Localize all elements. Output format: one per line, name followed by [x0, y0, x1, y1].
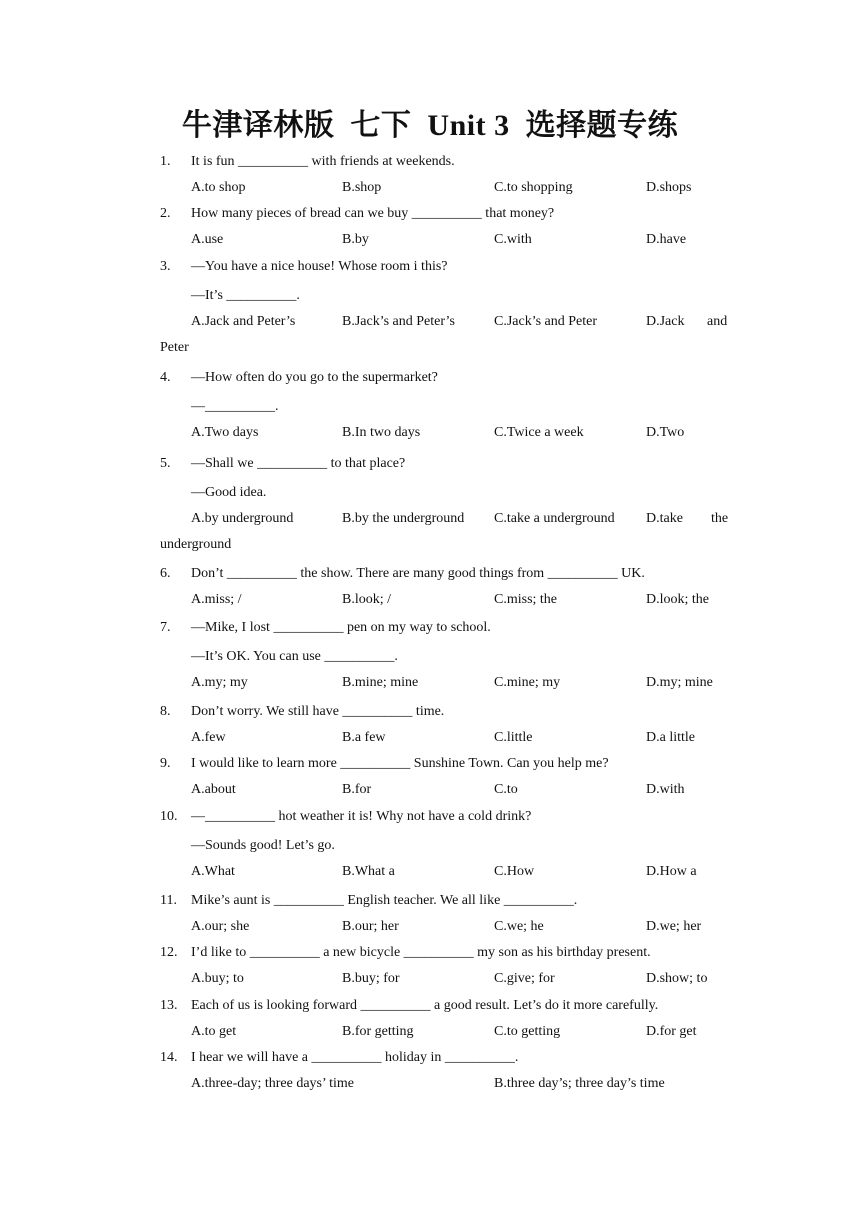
option-a: A.to shop — [191, 180, 246, 195]
dialogue-line: —It’s __________. — [191, 288, 300, 303]
option-c: C.Twice a week — [494, 425, 584, 440]
option-a: A.by underground — [191, 511, 294, 526]
option-d: D.with — [646, 782, 685, 797]
question-stem: I’d like to __________ a new bicycle __________ my son as his birthday present. — [191, 945, 651, 960]
dialogue-line: —__________. — [191, 399, 279, 414]
option-d: D.we; her — [646, 919, 702, 934]
option-d-continued: and — [707, 314, 728, 329]
question-number: 9. — [160, 756, 171, 771]
page-title: 牛津译林版 七下 Unit 3 选择题专练 — [181, 109, 679, 142]
question-stem: Don’t worry. We still have __________ time. — [191, 704, 445, 719]
question-stem: —How often do you go to the supermarket? — [191, 370, 438, 385]
option-b: B.a few — [342, 730, 386, 745]
option-c: C.mine; my — [494, 675, 561, 690]
question-stem: —Shall we __________ to that place? — [191, 456, 406, 471]
dialogue-line: —Sounds good! Let’s go. — [191, 838, 335, 853]
option-b: B.What a — [342, 864, 395, 879]
question-number: 7. — [160, 620, 171, 635]
option-b: B.shop — [342, 180, 382, 195]
question-number: 4. — [160, 370, 171, 385]
option-d-wrapped: Peter — [160, 340, 189, 355]
option-d: D.take — [646, 511, 683, 526]
option-c: C.to getting — [494, 1024, 561, 1039]
option-c: C.take a underground — [494, 511, 615, 526]
option-d: D.shops — [646, 180, 692, 195]
option-a: A.three-day; three days’ time — [191, 1076, 355, 1091]
option-d: D.Jack — [646, 314, 685, 329]
question-stem: I hear we will have a __________ holiday in __________. — [191, 1050, 519, 1065]
question-number: 14. — [160, 1050, 178, 1065]
question-number: 13. — [160, 998, 178, 1013]
option-d: D.show; to — [646, 971, 708, 986]
option-a: A.our; she — [191, 919, 250, 934]
option-c: C.miss; the — [494, 592, 558, 607]
option-a: A.Two days — [191, 425, 259, 440]
option-b: B.for getting — [342, 1024, 414, 1039]
question-stem: Don’t __________ the show. There are many good things from __________ UK. — [191, 566, 645, 581]
option-b: B.buy; for — [342, 971, 400, 986]
question-number: 8. — [160, 704, 171, 719]
question-stem: I would like to learn more __________ Sunshine Town. Can you help me? — [191, 756, 609, 771]
question-stem: —Mike, I lost __________ pen on my way to school. — [191, 620, 491, 635]
question-stem: It is fun __________ with friends at weekends. — [191, 154, 455, 169]
question-stem: Each of us is looking forward __________ a good result. Let’s do it more carefully. — [191, 998, 659, 1013]
option-a: A.few — [191, 730, 226, 745]
option-c: C.little — [494, 730, 533, 745]
option-d-wrapped: underground — [160, 537, 232, 552]
option-b: B.look; / — [342, 592, 392, 607]
option-a: A.What — [191, 864, 235, 879]
option-a: A.about — [191, 782, 236, 797]
question-stem: —You have a nice house! Whose room i this? — [191, 259, 448, 274]
question-number: 2. — [160, 206, 171, 221]
option-b: B.Jack’s and Peter’s — [342, 314, 455, 329]
question-number: 1. — [160, 154, 171, 169]
option-b: B.by — [342, 232, 369, 247]
question-number: 6. — [160, 566, 171, 581]
question-number: 5. — [160, 456, 171, 471]
question-number: 12. — [160, 945, 178, 960]
option-b: B.by the underground — [342, 511, 465, 526]
option-d: D.have — [646, 232, 687, 247]
option-c: C.to — [494, 782, 518, 797]
option-a: A.use — [191, 232, 224, 247]
option-c: C.Jack’s and Peter — [494, 314, 598, 329]
option-b: B.three day’s; three day’s time — [494, 1076, 665, 1091]
option-c: C.give; for — [494, 971, 555, 986]
option-c: C.we; he — [494, 919, 544, 934]
option-b: B.our; her — [342, 919, 399, 934]
option-a: A.buy; to — [191, 971, 244, 986]
option-c: C.to shopping — [494, 180, 573, 195]
option-d: D.How a — [646, 864, 697, 879]
option-b: B.mine; mine — [342, 675, 419, 690]
option-c: C.with — [494, 232, 532, 247]
option-a: A.miss; / — [191, 592, 242, 607]
option-d: D.look; the — [646, 592, 709, 607]
option-d: D.for get — [646, 1024, 697, 1039]
question-number: 3. — [160, 259, 171, 274]
dialogue-line: —Good idea. — [191, 485, 267, 500]
option-d: D.Two — [646, 425, 685, 440]
option-c: C.How — [494, 864, 535, 879]
question-stem: How many pieces of bread can we buy __________ that money? — [191, 206, 555, 221]
option-b: B.In two days — [342, 425, 421, 440]
question-number: 11. — [160, 893, 177, 908]
option-d: D.my; mine — [646, 675, 713, 690]
option-a: A.Jack and Peter’s — [191, 314, 296, 329]
option-d: D.a little — [646, 730, 695, 745]
option-a: A.my; my — [191, 675, 248, 690]
question-number: 10. — [160, 809, 178, 824]
dialogue-line: —It’s OK. You can use __________. — [191, 649, 398, 664]
question-stem: Mike’s aunt is __________ English teacher. We all like __________. — [191, 893, 578, 908]
question-stem: —__________ hot weather it is! Why not have a cold drink? — [191, 809, 532, 824]
option-b: B.for — [342, 782, 372, 797]
option-a: A.to get — [191, 1024, 237, 1039]
option-d-continued: the — [711, 511, 729, 526]
